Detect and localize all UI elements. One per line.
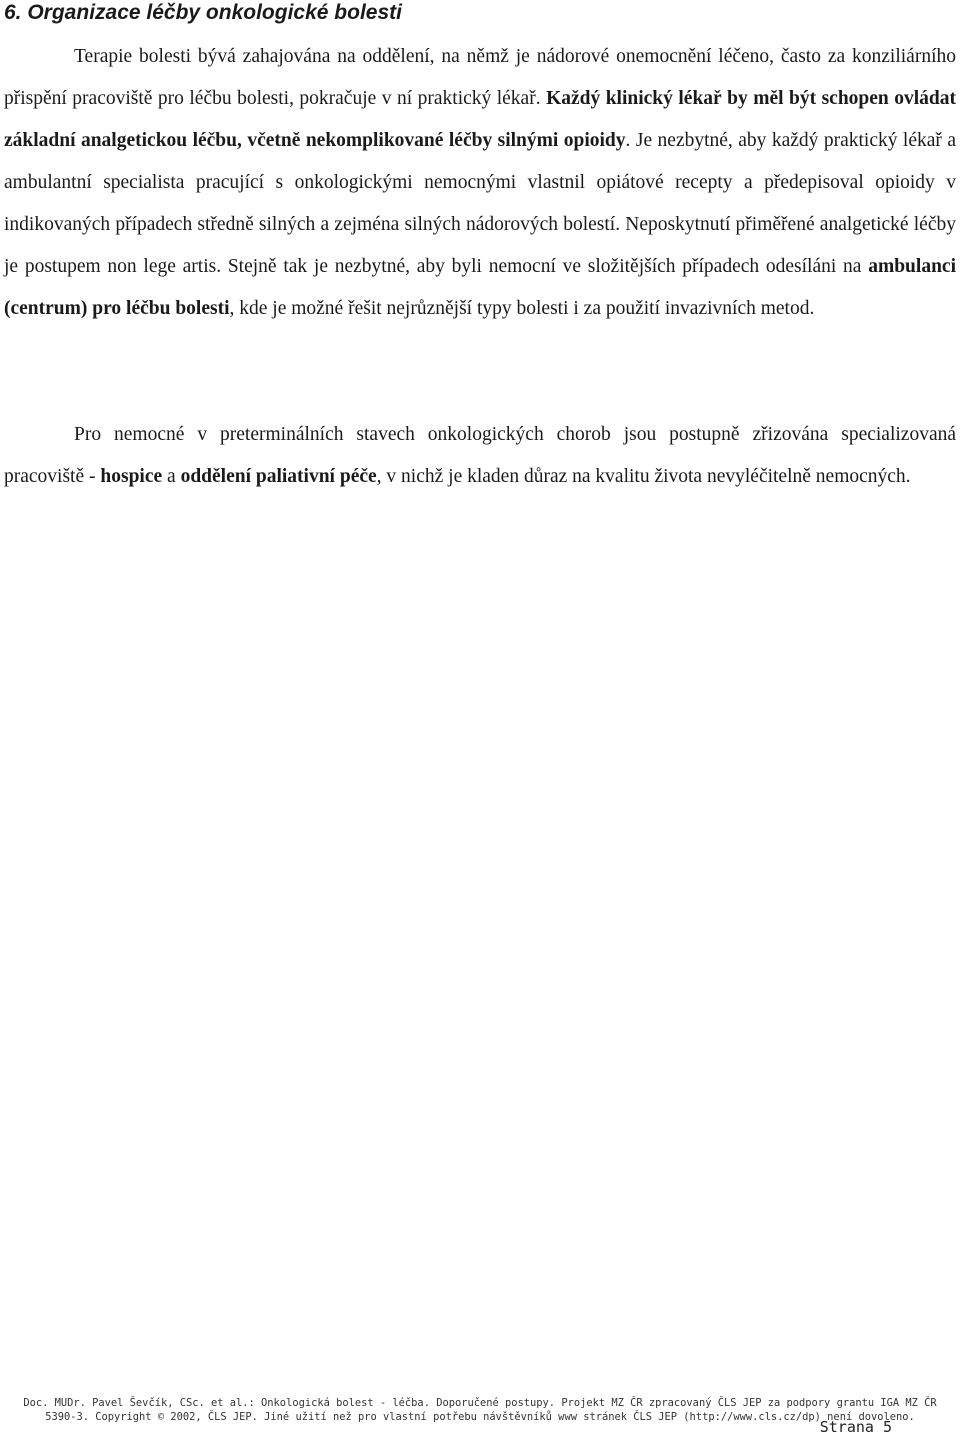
paragraph-1 [4,36,956,330]
p2-bold-1: hospice [100,466,163,487]
p1-text-3: , kde je možné řešit nejrůznější typy bolesti i za použití invazivních metod. [229,298,815,319]
p1-bold-1: Každý klinický lékař by měl být schopen ovládat základní analgetickou léčbu, včetně nekomplikované léčby silnými opioidy [4,88,956,151]
footer-line-1: Doc. MUDr. Pavel Ševčík, CSc. et al.: Onkologická bolest - léčba. Doporučené postupy. Projekt MZ ČR zpracovaný ČLS JEP za podpory grantu IGA MZ ČR [23,1397,937,1409]
page-number: Strana 5 [819,1418,892,1436]
section-heading: 6. Organizace léčby onkologické bolesti [4,1,402,24]
p2-text-3: , v nichž je kladen důraz na kvalitu života nevyléčitelně nemocných. [376,466,911,487]
footer [0,1396,960,1424]
footer-line-2: 5390-3. Copyright © 2002, ČLS JEP. Jiné užití než pro vlastní potřebu návštěvníků www stránek ČLS JEP (http://www.cls.cz/dp) není dovoleno. [45,1411,915,1423]
p2-text-2: a [162,466,181,487]
p2-text-1: Pro nemocné v preterminálních stavech onkologických chorob jsou postupně zřizována specializovaná pracoviště - [4,424,956,487]
p2-bold-2: oddělení paliativní péče [180,466,377,487]
p1-text-1: Terapie bolesti bývá zahajována na oddělení, na němž je nádorové onemocnění léčeno, často za konziliárního přispění pracoviště pro léčbu bolesti, pokračuje v ní praktický lékař. [4,46,956,109]
paragraph-2 [4,414,956,498]
p1-bold-2: ambulanci (centrum) pro léčbu bolesti [4,256,956,319]
p1-text-2: . Je nezbytné, aby každý praktický lékař a ambulantní specialista pracující s onkologickými nemocnými vlastnil opiátové recepty a předepisoval opioidy v indikovaných případech středně silných a zejména silných nádorových bolestí. Neposkytnutí přiměřené analgetické léčby je postupem non lege artis. Stejně tak je nezbytné, aby byli nemocní ve složitějších případech odesíláni na [4,130,956,277]
